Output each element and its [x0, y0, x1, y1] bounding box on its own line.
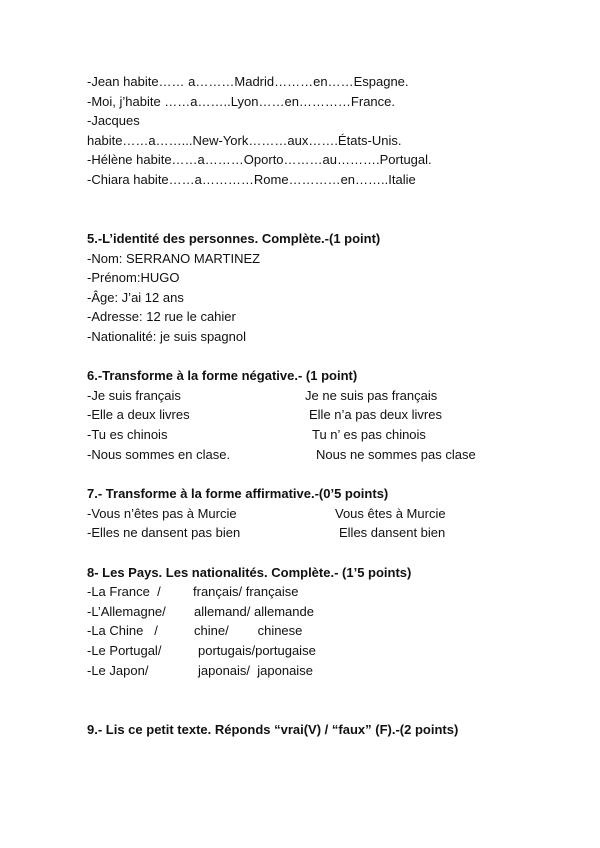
- s5-line-4: -Adresse: 12 rue le cahier: [87, 309, 236, 324]
- s4-line-5: -Hélène habite……a………Oporto………au……….Portugal.: [87, 152, 432, 167]
- s7-left-2: -Elles ne dansent pas bien: [87, 525, 241, 540]
- s6-left-4: -Nous sommes en clase.: [87, 447, 231, 462]
- s6-right-4: Nous ne sommes pas clase: [316, 447, 476, 462]
- s5-line-2: -Prénom:HUGO: [87, 270, 180, 285]
- s8-right-1: français/ française: [193, 584, 299, 599]
- section9-title: 9.- Lis ce petit texte. Réponds “vrai(V) / “faux” (F).-(2 points): [87, 722, 459, 737]
- s8-left-1: -La France /: [87, 584, 161, 599]
- s6-left-3: -Tu es chinois: [87, 427, 168, 442]
- s4-line-4: habite……a……...New-York………aux…….États-Unis.: [87, 133, 402, 148]
- s7-left-1: -Vous n’êtes pas à Murcie: [87, 506, 237, 521]
- s7-right-2: Elles dansent bien: [339, 525, 446, 540]
- s7-right-1: Vous êtes à Murcie: [335, 506, 446, 521]
- s8-left-3: -La Chine /: [87, 623, 158, 638]
- s8-right-4: portugais/portugaise: [198, 643, 316, 658]
- s8-right-3: chine/ chinese: [194, 623, 303, 638]
- s8-right-2: allemand/ allemande: [194, 604, 314, 619]
- s6-right-1: Je ne suis pas français: [305, 388, 438, 403]
- s8-left-5: -Le Japon/: [87, 663, 149, 678]
- s6-right-3: Tu n’ es pas chinois: [312, 427, 426, 442]
- s6-right-2: Elle n’a pas deux livres: [309, 407, 442, 422]
- s5-line-5: -Nationalité: je suis spagnol: [87, 329, 246, 344]
- s4-line-6: -Chiara habite……a…………Rome…………en……..Italie: [87, 172, 416, 187]
- s5-line-3: -Âge: J’ai 12 ans: [87, 290, 184, 305]
- s8-left-2: -L’Allemagne/: [87, 604, 166, 619]
- section7-title: 7.- Transforme à la forme affirmative.-(0’5 points): [87, 486, 389, 501]
- s8-right-5: japonais/ japonaise: [198, 663, 313, 678]
- s6-left-1: -Je suis français: [87, 388, 181, 403]
- s4-line-2: -Moi, j’habite ……a……..Lyon……en…………France.: [87, 94, 396, 109]
- section5-title: 5.-L’identité des personnes. Complète.-(1 point): [87, 231, 381, 246]
- s5-line-1: -Nom: SERRANO MARTINEZ: [87, 251, 261, 266]
- section8-title: 8- Les Pays. Les nationalités. Complète.- (1’5 points): [87, 565, 412, 580]
- s8-left-4: -Le Portugal/: [87, 643, 162, 658]
- section6-title: 6.-Transforme à la forme négative.- (1 point): [87, 368, 358, 383]
- s6-left-2: -Elle a deux livres: [87, 407, 190, 422]
- s4-line-1: -Jean habite…… a………Madrid………en……Espagne.: [87, 74, 409, 89]
- s4-line-3: -Jacques: [87, 113, 140, 128]
